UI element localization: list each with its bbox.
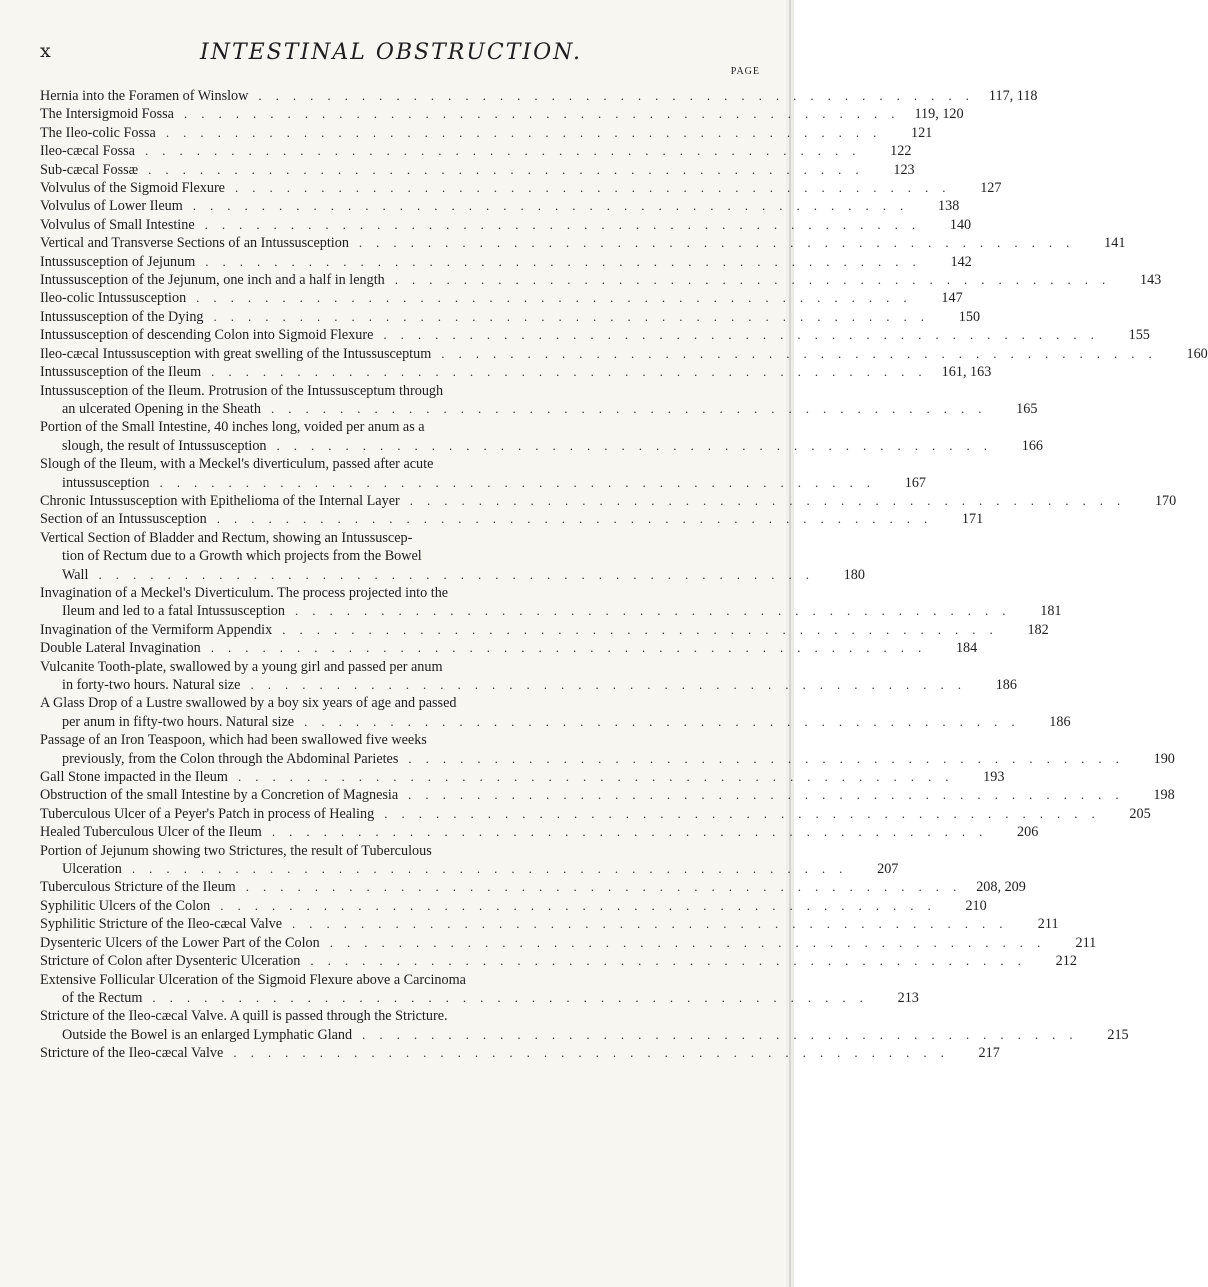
toc-entry-line — [40, 694, 780, 712]
toc-entry — [40, 878, 1026, 896]
toc-page-number: 170 — [1154, 492, 1177, 509]
toc-entry-line — [40, 437, 1044, 455]
dot-leader: .......................................... — [165, 124, 891, 140]
dot-leader: .......................................... — [211, 364, 936, 380]
toc-entry — [40, 161, 915, 179]
toc-entry-line — [40, 1044, 1000, 1062]
dot-leader: .......................................... — [329, 934, 1055, 950]
dot-leader: .......................................... — [205, 253, 930, 269]
toc-page-number: 142 — [950, 253, 972, 270]
toc-entry-line — [40, 474, 926, 492]
toc-entry — [40, 234, 1126, 252]
toc-entry — [40, 216, 972, 234]
page-column-label: PAGE — [730, 66, 760, 77]
toc-entry — [40, 455, 926, 492]
toc-entry-line — [40, 400, 1038, 418]
toc-entry — [40, 786, 1175, 804]
toc-entry-line — [40, 602, 1062, 620]
toc-page-number: 140 — [949, 216, 972, 233]
toc-entry — [40, 510, 984, 528]
toc-entry-line — [40, 658, 780, 676]
toc-entry — [40, 529, 865, 584]
toc-entry-line — [40, 216, 972, 234]
toc-entry — [40, 934, 1097, 952]
toc-page-number: 184 — [955, 640, 978, 657]
toc-entry — [40, 658, 1017, 695]
toc-entry-line — [40, 271, 1162, 289]
toc-entry — [40, 621, 1049, 639]
toc-page-number: 167 — [904, 474, 926, 491]
dot-leader: .......................................... — [220, 897, 945, 913]
toc-entry-line — [40, 492, 1177, 510]
toc-entry-line — [40, 455, 780, 473]
dot-leader: .......................................... — [213, 308, 939, 324]
dot-leader: .......................................... — [358, 235, 1084, 251]
dot-leader: .......................................... — [310, 953, 1035, 969]
toc-entry-line — [40, 510, 984, 528]
toc-entry-title: previously, from the Colon through the Abdominal Parietes — [62, 750, 399, 767]
toc-entry — [40, 197, 960, 215]
dot-leader: .......................................... — [408, 787, 1133, 803]
toc-page-number: 208, 209 — [976, 879, 1026, 896]
toc-entry — [40, 345, 1208, 363]
toc-entry-title: Wall — [62, 566, 89, 583]
toc-entry — [40, 105, 964, 123]
toc-entry-line — [40, 897, 987, 915]
toc-entry-title: Vertical Section of Bladder and Rectum, showing an Intussuscep- — [40, 529, 413, 546]
toc-page-number: 127 — [980, 180, 1002, 197]
toc-entry — [40, 308, 981, 326]
toc-entry-title: Stricture of Colon after Dysenteric Ulceration — [40, 953, 301, 970]
toc-entry-title: an ulcerated Opening in the Sheath — [62, 400, 261, 417]
toc-entry-line — [40, 289, 963, 307]
toc-entry-title: Double Lateral Invagination — [40, 640, 201, 657]
toc-entry-line — [40, 197, 960, 215]
toc-entry-line — [40, 842, 780, 860]
toc-entry-line — [40, 345, 1208, 363]
toc-entry — [40, 584, 1062, 621]
toc-page-number: 180 — [843, 566, 865, 583]
toc-entry — [40, 382, 1038, 419]
toc-entry — [40, 289, 963, 307]
toc-entry-title: Healed Tuberculous Ulcer of the Ileum — [40, 824, 262, 841]
toc-entry-title: Ulceration — [62, 861, 122, 878]
toc-entry-title: Volvulus of the Sigmoid Flexure — [40, 180, 225, 197]
toc-entry-line — [40, 566, 865, 584]
toc-page-number: 207 — [877, 861, 899, 878]
toc-entry-title: Chronic Intussusception with Epithelioma of the Internal Layer — [40, 492, 400, 509]
dot-leader: .......................................... — [234, 180, 960, 196]
toc-entry-line — [40, 87, 1038, 105]
toc-entry-line — [40, 750, 1175, 768]
dot-leader: .......................................... — [233, 1045, 958, 1061]
dot-leader: .......................................... — [409, 492, 1135, 508]
toc-page-number: 141 — [1104, 235, 1126, 252]
toc-entry-line — [40, 731, 780, 749]
toc-entry-title: Slough of the Ileum, with a Meckel's diverticulum, passed after acute — [40, 456, 434, 473]
toc-entry-line — [40, 326, 1150, 344]
toc-entry — [40, 87, 1038, 105]
toc-entry — [40, 142, 912, 160]
toc-entry-line — [40, 805, 1151, 823]
dot-leader: .......................................... — [183, 106, 909, 122]
dot-leader: .......................................... — [131, 861, 857, 877]
toc-entry-title: intussusception — [62, 474, 150, 491]
toc-entry-line — [40, 971, 780, 989]
dot-leader: .......................................... — [362, 1026, 1087, 1042]
toc-page-number: 186 — [1049, 713, 1071, 730]
toc-entry-line — [40, 363, 992, 381]
toc-page-number: 171 — [961, 511, 984, 528]
dot-leader: .......................................... — [295, 603, 1020, 619]
dot-leader: .......................................... — [384, 805, 1109, 821]
toc-entry — [40, 271, 1162, 289]
dot-leader: .......................................... — [394, 272, 1120, 288]
toc-entry-line — [40, 676, 1017, 694]
toc-entry-title: Hernia into the Foramen of Winslow — [40, 88, 249, 104]
toc-entry-title: Ileo-cæcal Intussusception with great swelling of the Intussusceptum — [40, 345, 432, 362]
toc-page-number: 165 — [1016, 400, 1038, 417]
dot-leader: .......................................... — [196, 290, 921, 306]
toc-entry — [40, 124, 933, 142]
toc-page-number: 121 — [911, 124, 933, 141]
toc-entry — [40, 842, 899, 879]
toc-entry-title: The Ileo-colic Fossa — [40, 124, 156, 141]
toc-page-number: 150 — [958, 308, 981, 325]
dot-leader: .......................................... — [216, 511, 942, 527]
toc-entry-title: Gall Stone impacted in the Ileum — [40, 769, 228, 786]
toc-entry — [40, 915, 1059, 933]
toc-entry-title: The Intersigmoid Fossa — [40, 106, 174, 123]
dot-leader: .......................................... — [250, 677, 975, 692]
toc-entry — [40, 952, 1077, 970]
toc-entry-title: Portion of Jejunum showing two Strictures, the result of Tuberculous — [40, 842, 432, 859]
toc-entry-line — [40, 234, 1126, 252]
toc-entry-title: Tuberculous Stricture of the Ileum — [40, 879, 236, 896]
toc-entry-line — [40, 915, 1059, 933]
toc-entry-title: in forty-two hours. Natural size — [62, 677, 241, 693]
toc-entry-line — [40, 382, 780, 400]
toc-page-number: 211 — [1075, 934, 1097, 951]
toc-page-number: 161, 163 — [941, 364, 992, 381]
toc-entry-title: Intussusception of descending Colon into Sigmoid Flexure — [40, 327, 374, 344]
dot-leader: .......................................... — [258, 88, 983, 103]
toc-page-number: 186 — [995, 677, 1017, 693]
toc-entry — [40, 897, 987, 915]
toc-entry-title: Vertical and Transverse Sections of an Intussusception — [40, 235, 349, 252]
toc-entry-line — [40, 621, 1049, 639]
toc-entry — [40, 326, 1150, 344]
toc-entry — [40, 805, 1151, 823]
dot-leader: .......................................... — [98, 566, 823, 582]
toc-entry-title: Sub-cæcal Fossæ — [40, 161, 139, 178]
toc-entry-line — [40, 639, 978, 657]
toc-page-number: 211 — [1037, 916, 1059, 933]
toc-entry — [40, 253, 972, 271]
toc-entry-line — [40, 418, 780, 436]
toc-entry-line — [40, 584, 780, 602]
toc-entry-title: Stricture of the Ileo-cæcal Valve. A quill is passed through the Stricture. — [40, 1008, 448, 1025]
toc-page-number: 206 — [1017, 824, 1039, 841]
dot-leader: .......................................... — [282, 621, 1007, 637]
toc-entry — [40, 731, 1175, 768]
dot-leader: .......................................... — [210, 640, 936, 656]
toc-entry-title: A Glass Drop of a Lustre swallowed by a boy six years of age and passed — [40, 695, 457, 712]
dot-leader: .......................................... — [159, 474, 884, 490]
page-number-roman: x — [40, 40, 51, 62]
toc-page-number: 215 — [1107, 1026, 1129, 1043]
toc-entry — [40, 971, 919, 1008]
dot-leader: .......................................... — [292, 916, 1017, 932]
toc-entry-title: Vulcanite Tooth-plate, swallowed by a young girl and passed per anum — [40, 658, 443, 675]
toc-entry-line — [40, 860, 899, 878]
toc-entry-title: Ileum and led to a fatal Intussusception — [62, 603, 285, 620]
toc-page-number: 138 — [938, 198, 960, 215]
toc-entry-line — [40, 161, 915, 179]
toc-page-number: 190 — [1153, 750, 1175, 767]
toc-entry-title: Portion of the Small Intestine, 40 inches long, voided per anum as a — [40, 419, 425, 436]
toc-entry-title: Extensive Follicular Ulceration of the Sigmoid Flexure above a Carcinoma — [40, 971, 466, 988]
toc-entry-line — [40, 142, 912, 160]
toc-entry-line — [40, 878, 1026, 896]
toc-entry — [40, 694, 1071, 731]
toc-page-number: 182 — [1027, 621, 1049, 638]
toc-entry-title: Intussusception of the Dying — [40, 308, 204, 325]
toc-page-number: 210 — [965, 897, 987, 914]
toc-entry-title: Invagination of the Vermiform Appendix — [40, 621, 273, 638]
toc-entry — [40, 179, 1002, 197]
toc-entry-line — [40, 952, 1077, 970]
running-title: INTESTINAL OBSTRUCTION. — [200, 40, 582, 65]
toc-entry-line — [40, 529, 780, 547]
toc-entry-title: Intussusception of the Ileum — [40, 364, 202, 381]
toc-page-number: 160 — [1186, 345, 1208, 362]
dot-leader: .......................................... — [270, 400, 996, 416]
toc-entry-line — [40, 1007, 780, 1025]
dot-leader: .......................................... — [204, 216, 930, 232]
toc-page-number: 166 — [1021, 437, 1044, 454]
toc-entry-title: Stricture of the Ileo-cæcal Valve — [40, 1045, 224, 1062]
toc-entry-title: Syphilitic Stricture of the Ileo-cæcal Valve — [40, 916, 283, 933]
toc-entry-title: Invagination of a Meckel's Diverticulum. The process projected into the — [40, 584, 449, 601]
toc-entry-line — [40, 253, 972, 271]
toc-entry-line — [40, 124, 933, 142]
table-of-contents — [40, 87, 1208, 1063]
toc-page-number: 212 — [1055, 953, 1077, 970]
toc-entry — [40, 823, 1039, 841]
toc-entry-title: Section of an Intussusception — [40, 511, 207, 528]
toc-page-number: 198 — [1153, 787, 1175, 804]
toc-entry-line — [40, 308, 981, 326]
toc-entry-title: Syphilitic Ulcers of the Colon — [40, 897, 211, 914]
toc-entry-line — [40, 934, 1097, 952]
toc-entry-title: Intussusception of the Jejunum, one inch and a half in length — [40, 272, 385, 289]
toc-entry — [40, 1044, 1000, 1062]
dot-leader: .......................................... — [148, 161, 873, 177]
dot-leader: .......................................... — [441, 345, 1166, 361]
toc-entry-title: Ileo-colic Intussusception — [40, 290, 187, 307]
toc-page-number: 123 — [893, 161, 915, 178]
toc-entry-line — [40, 713, 1071, 731]
toc-entry — [40, 418, 1044, 455]
dot-leader: .......................................... — [383, 327, 1108, 343]
dot-leader: .......................................... — [408, 750, 1133, 766]
toc-entry-line — [40, 989, 919, 1007]
toc-page-number: 205 — [1129, 805, 1151, 822]
toc-entry-title: Volvulus of Small Intestine — [40, 216, 195, 233]
toc-entry-title: Tuberculous Ulcer of a Peyer's Patch in process of Healing — [40, 805, 375, 822]
toc-entry-title: Obstruction of the small Intestine by a Concretion of Magnesia — [40, 787, 399, 804]
toc-page-number: 119, 120 — [914, 106, 964, 123]
toc-entry — [40, 639, 978, 657]
toc-entry-title: Volvulus of Lower Ileum — [40, 198, 183, 215]
toc-entry-line — [40, 105, 964, 123]
dot-leader: .......................................... — [237, 769, 963, 785]
toc-page-number: 122 — [890, 143, 912, 160]
dot-leader: .......................................... — [192, 198, 918, 214]
toc-entry — [40, 492, 1177, 510]
toc-entry-line — [40, 823, 1039, 841]
toc-entry-title: Intussusception of the Ileum. Protrusion of the Intussusceptum through — [40, 382, 444, 399]
toc-page-number: 213 — [897, 989, 919, 1006]
toc-entry-title: per anum in fifty-two hours. Natural size — [62, 713, 295, 730]
toc-entry-title: Intussusception of Jejunum — [40, 253, 196, 270]
toc-page-number: 193 — [983, 769, 1005, 786]
toc-entry-title: Dysenteric Ulcers of the Lower Part of the Colon — [40, 934, 320, 951]
toc-entry-title: slough, the result of Intussusception — [62, 437, 267, 454]
toc-entry-line — [40, 1026, 1129, 1044]
dot-leader: .......................................... — [245, 879, 971, 895]
dot-leader: .......................................... — [144, 143, 870, 159]
toc-page-number: 217 — [978, 1045, 1000, 1062]
toc-entry-line — [40, 547, 780, 565]
dot-leader: .......................................... — [152, 989, 877, 1005]
toc-page-number: 181 — [1040, 603, 1062, 620]
dot-leader: .......................................... — [276, 437, 1002, 453]
toc-entry-line — [40, 179, 1002, 197]
toc-entry — [40, 768, 1005, 786]
toc-entry-line — [40, 786, 1175, 804]
toc-entry-title: Outside the Bowel is an enlarged Lymphatic Gland — [62, 1026, 353, 1043]
toc-entry-title: Passage of an Iron Teaspoon, which had been swallowed five weeks — [40, 732, 427, 749]
toc-entry — [40, 1007, 1129, 1044]
toc-page-number: 155 — [1128, 327, 1150, 344]
toc-entry-title: tion of Rectum due to a Growth which projects from the Bowel — [62, 548, 422, 565]
toc-entry — [40, 363, 992, 381]
toc-entry-title: of the Rectum — [62, 989, 143, 1006]
dot-leader: .......................................... — [271, 824, 997, 840]
toc-entry-line — [40, 768, 1005, 786]
dot-leader: .......................................... — [304, 713, 1029, 729]
toc-page-number: 117, 118 — [988, 88, 1038, 104]
toc-page-number: 147 — [941, 290, 963, 307]
toc-page-number: 143 — [1139, 272, 1162, 289]
toc-entry-title: Ileo-cæcal Fossa — [40, 143, 135, 160]
